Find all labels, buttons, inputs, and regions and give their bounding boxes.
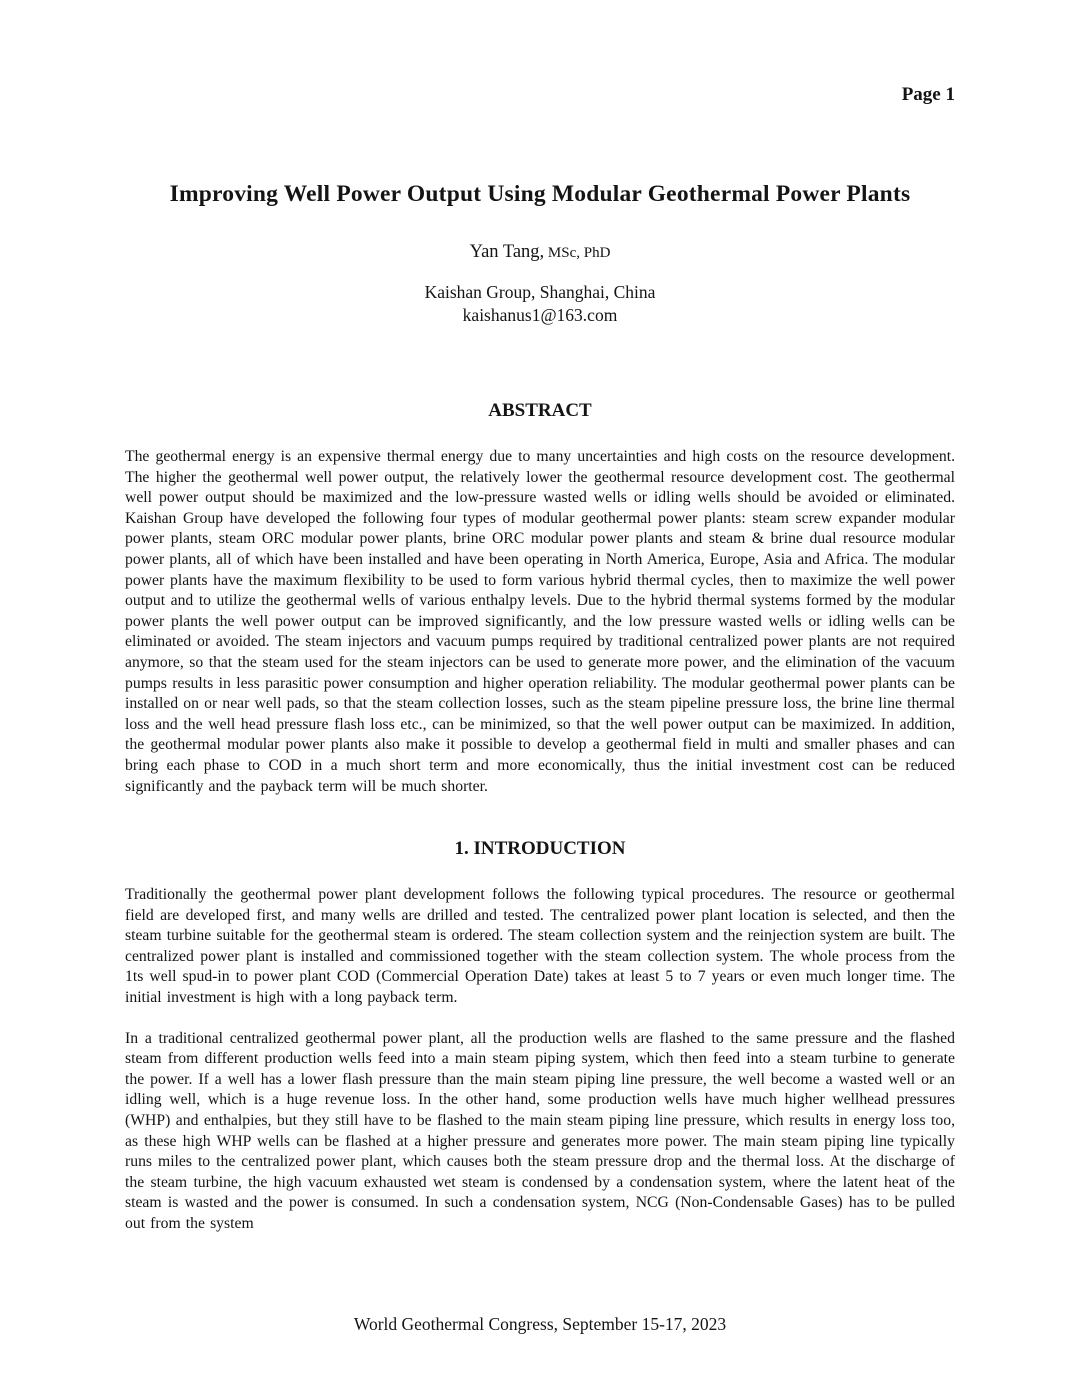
author-degrees: MSc, PhD bbox=[544, 245, 611, 261]
introduction-heading: 1. INTRODUCTION bbox=[454, 838, 626, 860]
author-line bbox=[125, 240, 955, 265]
page-number: Page 1 bbox=[901, 84, 955, 105]
affiliation: Kaishan Group, Shanghai, China bbox=[424, 282, 656, 302]
paper-title: Improving Well Power Output Using Modular Geothermal Power Plants bbox=[169, 181, 911, 207]
introduction-paragraph-2: In a traditional centralized geothermal power plant, all the production wells are flashed to the same pressure and the flashed steam from different production wells feed into a main steam piping system, which then feed into a steam turbine to generate the power. If a well has a lower flash pressure than the main steam piping line pressure, the well become a wasted well or an idling well, which is a huge revenue loss. In the other hand, some production wells have much higher wellhead pressures (WHP) and enthalpies, but they still have to be flashed to the main steam piping line pressure, which results in energy loss too, as these high WHP wells can be flashed at a higher pressure and generates more power. The main steam piping line typically runs miles to the centralized power plant, which causes both the steam pressure drop and the thermal loss. At the discharge of the steam turbine, the high vacuum exhausted wet steam is condensed by a condensation system, where the latent heat of the steam is wasted and the power is consumed. In such a condensation system, NCG (Non-Condensable Gases) has to be pulled out from the system bbox=[125, 1029, 955, 1232]
conference-footer: World Geothermal Congress, September 15-17, 2023 bbox=[353, 1314, 727, 1334]
author-email: kaishanus1@163.com bbox=[462, 305, 618, 325]
introduction-paragraph-1: Traditionally the geothermal power plant development follows the following typical procedures. The resource or geothermal field are developed first, and many wells are drilled and tested. The centralized power plant location is selected, and then the steam turbine suitable for the geothermal steam is ordered. The steam collection system and the reinjection system are built. The centralized power plant is installed and commissioned together with the steam collection system. The whole process from the 1ts well spud-in to power plant COD (Commercial Operation Date) takes at least 5 to 7 years or even much longer time. The initial investment is high with a long payback term. bbox=[125, 886, 955, 1007]
abstract-heading: ABSTRACT bbox=[488, 400, 592, 421]
author-name: Yan Tang, bbox=[469, 242, 545, 262]
affiliation-block bbox=[125, 281, 955, 327]
abstract-body: The geothermal energy is an expensive thermal energy due to many uncertainties and high costs on the resource development. The higher the geothermal well power output, the relatively lower the geothermal resource development cost. The geothermal well power output should be maximized and the low-pressure wasted wells or idling wells should be avoided or eliminated. Kaishan Group have developed the following four types of modular geothermal power plants: steam screw expander modular power plants, steam ORC modular power plants, brine ORC modular power plants and steam & brine dual resource modular power plants, all of which have been installed and have been operating in North America, Europe, Asia and Africa. The modular power plants have the maximum flexibility to be used to form various hybrid thermal cycles, then to maximize the well power output and to utilize the geothermal wells of various enthalpy levels. Due to the hybrid thermal systems formed by the modular power plants the well power output can be improved significantly, and the low pressure wasted wells or idling wells can be eliminated or avoided. The steam injectors and vacuum pumps required by traditional centralized power plants are not required anymore, so that the steam used for the steam injectors can be used to generate more power, and the elimination of the vacuum pumps results in less parasitic power consumption and higher operation reliability. The modular geothermal power plants can be installed on or near well pads, so that the steam collection losses, such as the steam pipeline pressure loss, the brine line thermal loss and the well head pressure flash loss etc., can be minimized, so that the well power output can be maximized. In addition, the geothermal modular power plants also make it possible to develop a geothermal field in multi and smaller phases and can bring each phase to COD in a much short term and more economically, thus the initial investment cost can be reduced significantly and the payback term will be much shorter. bbox=[125, 448, 955, 795]
